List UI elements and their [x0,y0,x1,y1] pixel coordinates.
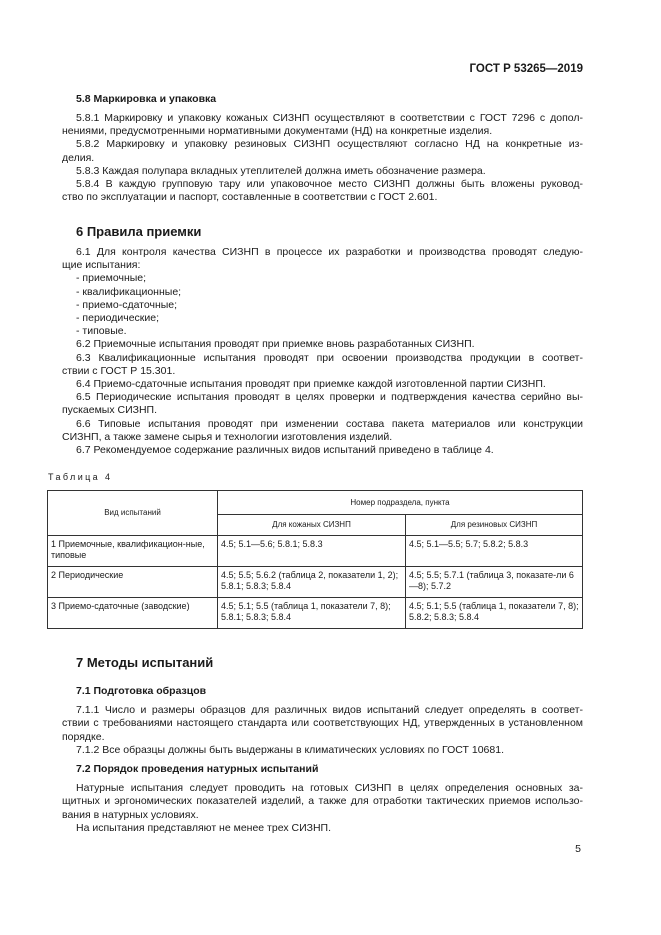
para-7-1-1-line2: ствии с требованиями настоящего стандарта или соответствующих НД, утвержденных в установленном [62,717,583,730]
para-6-7: 6.7 Рекомендуемое содержание различных видов испытаний приведено в таблице 4. [76,444,494,457]
table-row [48,567,583,598]
para-6-6-line1: 6.6 Типовые испытания проводят при изменении состава пакета материалов или конструкции [76,417,583,430]
para-6-3-line1: 6.3 Квалификационные испытания проводят при освоении производства продукции в соответ- [76,351,583,364]
list-item: - квалификационные; [76,285,182,298]
table-cell-leather: 4.5; 5.5; 5.6.2 (таблица 2, показатели 1, 2); 5.8.1; 5.8.3; 5.8.4 [218,567,406,598]
table-header-row [48,491,583,515]
table-cell-leather: 4.5; 5.1—5.6; 5.8.1; 5.8.3 [218,536,406,567]
table-4-caption: Таблица 4 [48,472,113,482]
para-6-4: 6.4 Приемо-сдаточные испытания проводят при приемке каждой изготовленной партии СИЗНП. [76,378,546,391]
para-7-2-line2: щитных и эргономических показателей изделий, а также для отработки тактических приемов использо- [62,795,583,808]
para-6-5-line1: 6.5 Периодические испытания проводят в целях проверки и подтверждения качества серийно вы- [76,391,583,404]
table-cell-type: 3 Приемо-сдаточные (заводские) [48,598,218,629]
section-5-8-body [62,112,583,204]
para-7-1-1-line3: порядке. [62,730,105,743]
para-7-2-line4: На испытания представляют не менее трех СИЗНП. [76,821,331,834]
para-7-2-line1: Натурные испытания следует проводить на готовых СИЗНП в целях определения основных за- [76,782,583,795]
para-5-8-4-line2: ство по эксплуатации и паспорт, составленные в соответствии с ГОСТ 2.601. [62,191,438,204]
table-row [48,598,583,629]
table-cell-rubber: 4.5; 5.1; 5.5 (таблица 1, показатели 7, 8); 5.8.2; 5.8.3; 5.8.4 [406,598,583,629]
section-6-body [62,246,583,457]
col-header-leather: Для кожаных СИЗНП [218,515,406,536]
para-6-1-line2: щие испытания: [62,259,141,272]
document-id: ГОСТ Р 53265—2019 [469,63,583,75]
section-5-8-title: 5.8 Маркировка и упаковка [76,93,217,105]
section-7-2-title: 7.2 Порядок проведения натурных испытаний [76,763,319,776]
para-5-8-2-line1: 5.8.2 Маркировку и упаковку резиновых СИЗНП осуществляют согласно НД на конкретные из- [76,138,583,151]
col-header-group: Номер подраздела, пункта [218,491,583,515]
section-6-title: 6 Правила приемки [76,224,202,239]
table-cell-type: 1 Приемочные, квалификацион-ные, типовые [48,536,218,567]
para-7-2-line3: вания в натурных условиях. [62,808,199,821]
para-5-8-1-line1: 5.8.1 Маркировку и упаковку кожаных СИЗНП осуществляют в соответствии с ГОСТ 7296 с допол- [76,112,583,124]
table-cell-rubber: 4.5; 5.5; 5.7.1 (таблица 3, показате-ли 6—8); 5.7.2 [406,567,583,598]
para-6-3-line2: ствии с ГОСТ Р 15.301. [62,364,176,377]
para-6-2: 6.2 Приемочные испытания проводят при приемке вновь разработанных СИЗНП. [76,338,475,351]
col-header-rubber: Для резиновых СИЗНП [406,515,583,536]
section-7-1-title: 7.1 Подготовка образцов [76,685,207,697]
section-7-body [62,685,583,835]
para-7-1-2: 7.1.2 Все образцы должны быть выдержаны в климатических условиях по ГОСТ 10681. [76,743,504,756]
para-5-8-1-line2: нениями, предусмотренными нормативными документами (НД) на конкретные изделия. [62,125,493,138]
list-item: - приемо-сдаточные; [76,298,178,311]
page-number: 5 [575,843,581,855]
section-7-title: 7 Методы испытаний [76,655,214,670]
para-6-6-line2: СИЗНП, а также замене сырья и технологии изготовления изделий. [62,430,393,443]
para-6-5-line2: пускаемых СИЗНП. [62,404,158,417]
table-cell-leather: 4.5; 5.1; 5.5 (таблица 1, показатели 7, 8); 5.8.1; 5.8.3; 5.8.4 [218,598,406,629]
para-5-8-4-line1: 5.8.4 В каждую групповую тару или упаковочное место СИЗНП должны быть вложены руковод- [76,178,583,191]
table-4 [47,490,583,629]
table-cell-rubber: 4.5; 5.1—5.5; 5.7; 5.8.2; 5.8.3 [406,536,583,567]
list-item: - типовые. [76,325,127,338]
col-header-type: Вид испытаний [48,491,218,536]
para-5-8-3: 5.8.3 Каждая полупара вкладных утеплителей должна иметь обозначение размера. [76,164,486,177]
para-7-1-1-line1: 7.1.1 Число и размеры образцов для различных видов испытаний следует определять в соответ- [76,704,583,717]
table-row [48,536,583,567]
table-cell-type: 2 Периодические [48,567,218,598]
list-item: - приемочные; [76,272,147,285]
section-5-8 [62,93,583,106]
para-6-1-line1: 6.1 Для контроля качества СИЗНП в процессе их разработки и производства проводят следую- [76,246,583,258]
list-item: - периодические; [76,312,160,325]
para-5-8-2-line2: делия. [62,151,95,164]
